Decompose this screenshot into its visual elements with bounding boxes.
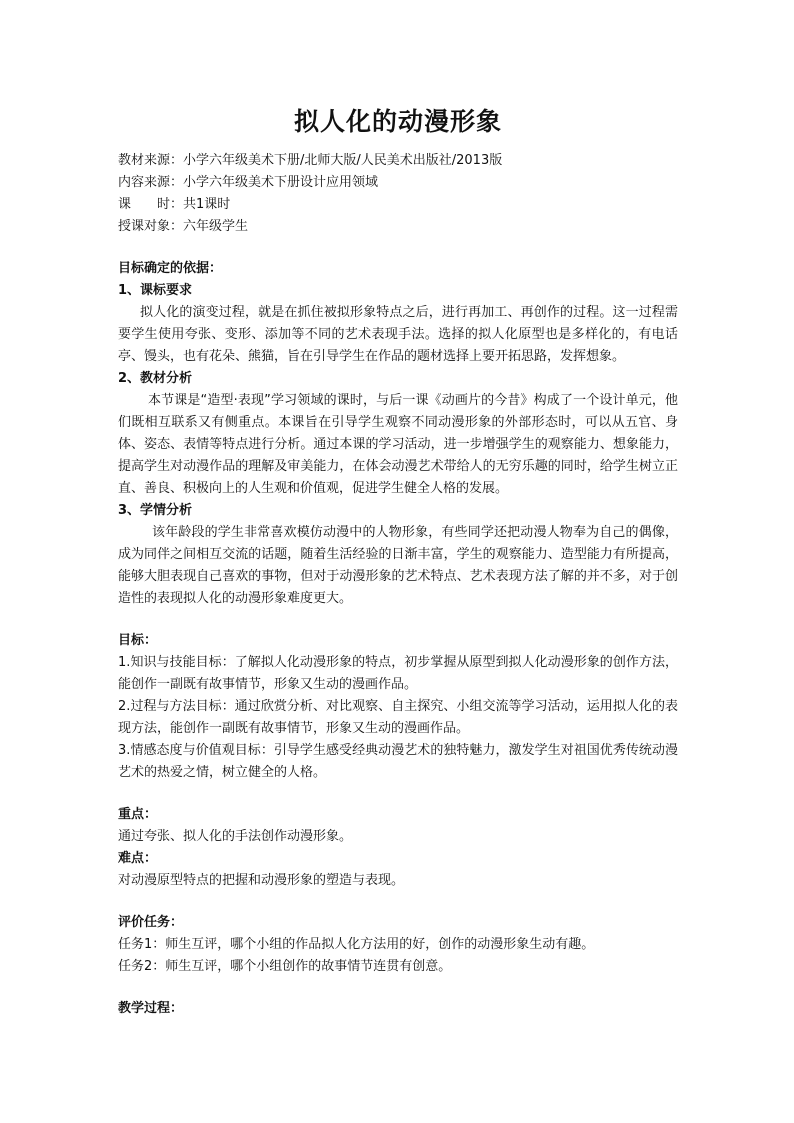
meta-class-hours: 课 时：共1课时 [118,197,231,212]
assessment-heading: 评价任务： [118,915,184,930]
document-title: 拟人化的动漫形象 [293,107,502,136]
meta-content-source: 内容来源：小学六年级美术下册设计应用领域 [118,175,379,190]
meta-block [118,150,678,238]
textbook-analysis-heading: 2、教材分析 [118,371,193,386]
assessment-task-1: 任务1：师生互评，哪个小组的作品拟人化方法用的好，创作的动漫形象生动有趣。 [118,937,595,952]
meta-audience: 授课对象：六年级学生 [118,219,249,234]
basis-heading: 目标确定的依据： [118,261,223,276]
curriculum-text: 拟人化的演变过程，就是在抓住被拟形象特点之后，进行再加工、再创作的过程。这一过程需要学生使用夸张、变形、添加等不同的艺术表现手法。选择的拟人化原型也是多样化的，有电话亭、馒头，也有花朵、熊猫，旨在引导学生在作品的题材选择上要开拓思路，发挥想象。 [118,305,678,364]
goal-item-attitude: 3.情感态度与价值观目标：引导学生感受经典动漫艺术的独特魅力，激发学生对祖国优秀传统动漫艺术的热爱之情，树立健全的人格。 [118,743,678,780]
process-section [118,998,678,1020]
spacer [118,892,678,912]
goals-section [118,630,678,784]
difficulty-heading: 难点： [118,851,158,866]
document-page [118,104,678,1020]
key-point-text: 通过夸张、拟人化的手法创作动漫形象。 [118,829,353,844]
difficulty-text: 对动漫原型特点的把握和动漫形象的塑造与表现。 [118,873,405,888]
curriculum-heading: 1、课标要求 [118,283,193,298]
spacer [118,610,678,630]
key-point-heading: 重点： [118,807,158,822]
student-analysis-text: 该年龄段的学生非常喜欢模仿动漫中的人物形象，有些同学还把动漫人物奉为自己的偶像，成为同伴之间相互交流的话题，随着生活经验的日渐丰富，学生的观察能力、造型能力有所提高，能够大胆表现自己喜欢的事物，但对于动漫形象的艺术特点、艺术表现方法了解的并不多，对于创造性的表现拟人化的动漫形象难度更大。 [118,525,678,606]
student-analysis-heading: 3、学情分析 [118,503,193,518]
key-point-section [118,804,678,892]
assessment-section [118,912,678,978]
meta-textbook-source: 教材来源：小学六年级美术下册/北师大版/人民美术出版社/2013版 [118,153,503,168]
goal-item-knowledge: 1.知识与技能目标：了解拟人化动漫形象的特点，初步掌握从原型到拟人化动漫形象的创作方法，能创作一副既有故事情节，形象又生动的漫画作品。 [118,655,678,692]
goal-item-process: 2.过程与方法目标：通过欣赏分析、对比观察、自主探究、小组交流等学习活动，运用拟人化的表现方法，能创作一副既有故事情节，形象又生动的漫画作品。 [118,699,678,736]
textbook-analysis-text: 本节课是“造型·表现”学习领域的课时，与后一课《动画片的今昔》构成了一个设计单元，他们既相互联系又有侧重点。本课旨在引导学生观察不同动漫形象的外部形态时，可以从五官、身体、姿态、表情等特点进行分析。通过本课的学习活动，进一步增强学生的观察能力、想象能力，提高学生对动漫作品的理解及审美能力，在体会动漫艺术带给人的无穷乐趣的同时，给学生树立正直、善良、积极向上的人生观和价值观，促进学生健全人格的发展。 [118,393,678,496]
process-heading: 教学过程： [118,1001,184,1016]
basis-section [118,258,678,610]
spacer [118,978,678,998]
spacer [118,784,678,804]
goals-heading: 目标： [118,633,158,648]
spacer [118,238,678,258]
assessment-task-2: 任务2：师生互评，哪个小组创作的故事情节连贯有创意。 [118,959,452,974]
